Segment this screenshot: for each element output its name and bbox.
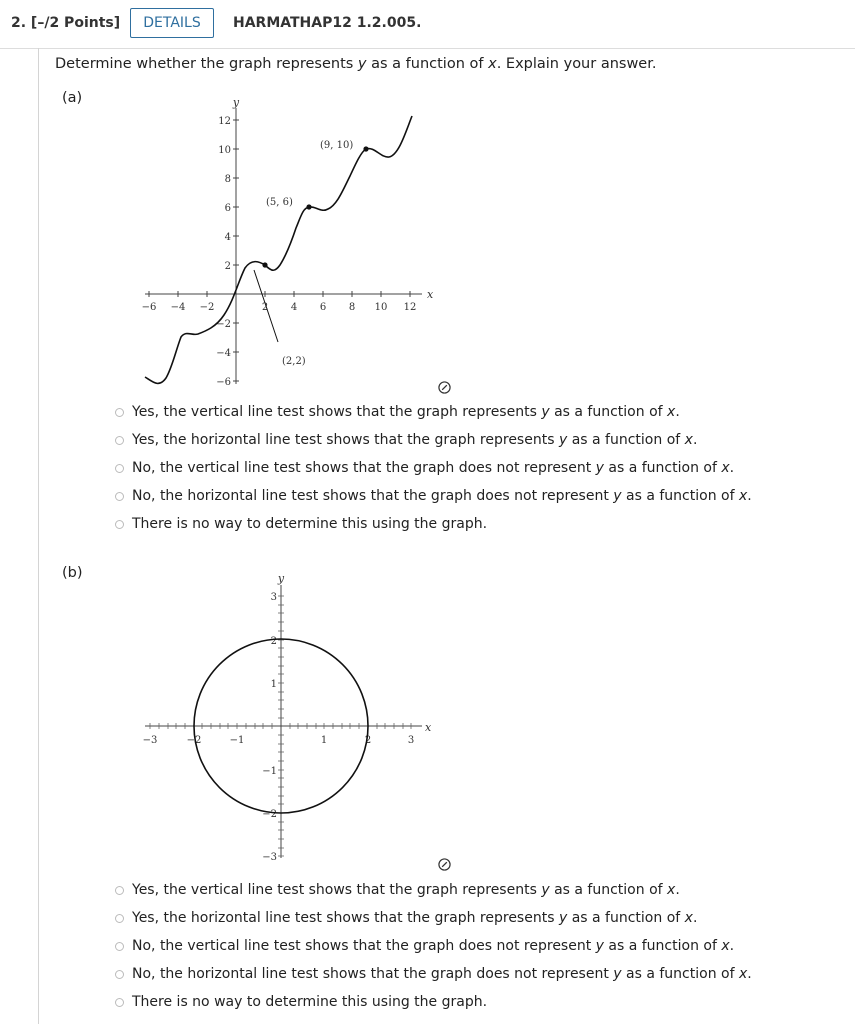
graph-b-xtick: 1 (320, 735, 328, 746)
graph-b-xtick: −3 (142, 735, 158, 746)
choice-a-horizontal-yes[interactable] (115, 429, 697, 451)
choice-a-no-way[interactable] (115, 513, 487, 535)
question-left-border (38, 48, 39, 1024)
radio-circle[interactable] (115, 914, 124, 923)
graph-a-ytick: 4 (224, 232, 231, 243)
question-prompt (55, 56, 656, 72)
graph-a-ytick: −6 (216, 377, 231, 388)
choice-text: Yes, the vertical line test shows that the graph represents y as a function of x. (132, 882, 680, 898)
graph-b (135, 568, 440, 868)
radio-circle[interactable] (115, 886, 124, 895)
graph-a-curve (145, 116, 412, 383)
graph-b-xtick: −2 (186, 735, 202, 746)
graph-a-xtick: 6 (319, 302, 327, 313)
graph-a-xtick: −6 (141, 302, 157, 313)
graph-a-ytick: 8 (224, 174, 231, 185)
radio-circle[interactable] (115, 436, 124, 445)
choice-text: There is no way to determine this using the graph. (132, 994, 488, 1010)
graph-b-xtick: 3 (407, 735, 415, 746)
question-number: 2. [–/2 Points] (11, 15, 121, 31)
graph-a-point-label: (5, 6) (266, 197, 293, 208)
radio-circle[interactable] (115, 492, 124, 501)
choice-b-no-way[interactable] (115, 991, 487, 1013)
graph-a-point (306, 204, 311, 209)
graph-a-xtick: −4 (170, 302, 186, 313)
graph-b-y-label: y (277, 572, 285, 585)
graph-a (135, 95, 440, 395)
graph-a-ytick: 2 (224, 261, 231, 272)
choice-b-horizontal-no[interactable] (115, 963, 752, 985)
graph-a-x-label: x (427, 288, 434, 301)
graph-a-xtick: 8 (348, 302, 356, 313)
choice-text: Yes, the horizontal line test shows that the graph represents y as a function of x. (132, 910, 698, 926)
choice-text: No, the horizontal line test shows that the graph does not represent y as a function of x. (132, 488, 752, 504)
graph-b-xtick: 2 (364, 735, 372, 746)
graph-b-ytick: 3 (270, 592, 277, 603)
choice-text: No, the vertical line test shows that the graph does not represent y as a function of x. (132, 938, 735, 954)
graph-b-ytick: −3 (262, 852, 277, 863)
question-code: HARMATHAP12 1.2.005. (233, 15, 422, 31)
choice-text: There is no way to determine this using the graph. (132, 516, 488, 532)
graph-a-point-label: (9, 10) (320, 140, 354, 151)
graph-a-xtick: 2 (261, 302, 269, 313)
radio-circle[interactable] (115, 408, 124, 417)
choice-text: No, the vertical line test shows that the graph does not represent y as a function of x. (132, 460, 735, 476)
prompt-text: as a function of (366, 56, 489, 72)
graph-b-ytick: 2 (270, 636, 277, 647)
choice-a-vertical-yes[interactable] (115, 401, 680, 423)
graph-a-pointer-line (254, 270, 278, 342)
graph-a-point (363, 146, 368, 151)
part-b-label: (b) (62, 565, 83, 581)
prompt-text: Determine whether the graph represents (55, 56, 358, 72)
choice-text: No, the horizontal line test shows that the graph does not represent y as a function of x. (132, 966, 752, 982)
graph-a-point-label: (2,2) (282, 356, 306, 367)
graph-a-ytick: 6 (224, 203, 231, 214)
choice-b-vertical-no[interactable] (115, 935, 734, 957)
radio-circle[interactable] (115, 998, 124, 1007)
graph-b-ytick: −1 (262, 766, 277, 777)
graph-a-ytick: −4 (216, 348, 231, 359)
prompt-text: . Explain your answer. (496, 56, 657, 72)
graph-a-xtick: 10 (374, 302, 388, 313)
choice-a-horizontal-no[interactable] (115, 485, 752, 507)
info-icon[interactable] (438, 381, 451, 394)
graph-a-xtick: 4 (290, 302, 298, 313)
choice-text: Yes, the vertical line test shows that the graph represents y as a function of x. (132, 404, 680, 420)
question-header (0, 0, 855, 49)
radio-circle[interactable] (115, 520, 124, 529)
radio-circle[interactable] (115, 464, 124, 473)
graph-a-ytick: 12 (218, 116, 231, 127)
graph-b-ytick: 1 (270, 679, 277, 690)
radio-circle[interactable] (115, 942, 124, 951)
choice-b-vertical-yes[interactable] (115, 879, 680, 901)
choice-a-vertical-no[interactable] (115, 457, 734, 479)
graph-a-point (262, 262, 267, 267)
graph-b-xtick: −1 (229, 735, 245, 746)
radio-circle[interactable] (115, 970, 124, 979)
info-icon[interactable] (438, 858, 451, 871)
part-a-label: (a) (62, 90, 83, 106)
graph-a-xtick: −2 (199, 302, 215, 313)
graph-b-x-label: x (425, 721, 432, 734)
graph-b-ytick: −2 (262, 809, 277, 820)
graph-a-xtick: 12 (403, 302, 417, 313)
graph-a-ytick: 10 (218, 145, 231, 156)
graph-a-ytick: −2 (216, 319, 231, 330)
choice-b-horizontal-yes[interactable] (115, 907, 697, 929)
choice-text: Yes, the horizontal line test shows that the graph represents y as a function of x. (132, 432, 698, 448)
graph-a-y-label: y (232, 96, 240, 109)
prompt-var-x: x (488, 56, 497, 72)
details-button[interactable]: DETAILS (130, 8, 214, 38)
prompt-var-y: y (357, 56, 367, 72)
